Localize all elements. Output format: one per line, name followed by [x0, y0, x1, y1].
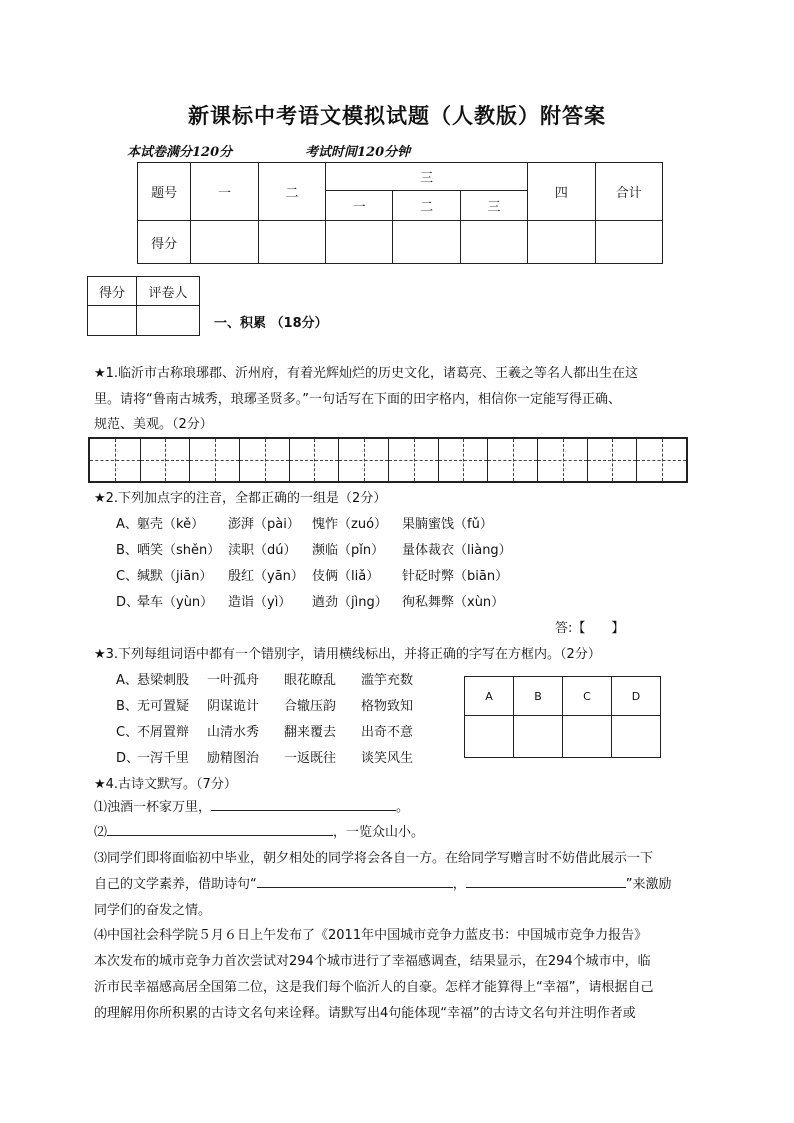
q4-item-4-line: 本次发布的城市竞争力首次尝试对294个城市进行了幸福感调查，结果显示，在294个城市中，临 — [94, 954, 651, 969]
q4-item-4-line: 的理解用你所积累的古诗文名句来诠释。请默写出4句能体现“幸福”的古诗文名句并注明作者或 — [94, 1006, 636, 1021]
tianzige-cell[interactable] — [388, 439, 438, 481]
q2-option-item: 伎俩（liǎ） — [312, 569, 380, 584]
score-cell[interactable] — [595, 221, 662, 264]
q3-option-item: 无可置疑 — [137, 699, 190, 714]
tianzige-guide-line — [265, 439, 266, 481]
q1-text-line: 里。请将“鲁南古城秀，琅琊圣贤多。”一句话写在下面的田字格内，相信你一定能写得正确、 — [94, 392, 621, 407]
tianzige-cell[interactable] — [537, 439, 587, 481]
q2-option-item: 殷红（yān） — [228, 569, 304, 584]
q4-blank-1[interactable] — [211, 796, 396, 811]
score-table-sub-1: 一 — [326, 191, 393, 221]
q2-stem: ★2.下列加点字的注音，全都正确的一组是（2分） — [94, 491, 387, 506]
q3-option-label: D、 — [116, 751, 140, 766]
q3-option-item: 一返既往 — [284, 751, 337, 766]
q4-item-4-line: 沂市民幸福感高居全国第二位，这是我们每个临沂人的自豪。怎样才能算得上“幸福”，请根据自己 — [94, 980, 654, 995]
q3-option-item: 不屑置辩 — [137, 725, 190, 740]
q1-text-line: 规范、美观。（2分） — [94, 417, 213, 432]
q2-option-item: 哂笑（shěn） — [137, 543, 221, 558]
tianzige-cell[interactable] — [239, 439, 289, 481]
q3-answer-box[interactable] — [465, 716, 514, 758]
q2-option-item: 濒临（pǐn） — [312, 543, 385, 558]
q3-option-item: 阴谋诡计 — [207, 699, 260, 714]
tianzige-cell[interactable] — [438, 439, 488, 481]
exam-time-note: 考试时间120分钟 — [305, 145, 411, 160]
q3-option-item: 一叶孤舟 — [207, 673, 260, 688]
tianzige-guide-line — [563, 439, 564, 481]
q3-answer-box[interactable] — [514, 716, 563, 758]
score-table-col-3: 三 — [326, 163, 528, 191]
tianzige-writing-grid[interactable] — [88, 437, 688, 483]
grader-score-cell[interactable] — [88, 306, 137, 336]
q4-blank-3b[interactable] — [466, 873, 626, 888]
tianzige-guide-line — [662, 439, 663, 481]
q3-option-item: 眼花瞭乱 — [284, 673, 337, 688]
q2-option-item: 缄默（jiān） — [137, 569, 213, 584]
q2-option-item: 造诣（yì） — [228, 595, 292, 610]
score-table-col-1: 一 — [191, 163, 258, 221]
tianzige-cell[interactable] — [587, 439, 637, 481]
q3-answer-boxes — [464, 676, 661, 758]
q2-option-item: 晕车（yùn） — [137, 595, 214, 610]
grader-name-cell[interactable] — [137, 306, 200, 336]
section-heading: 一、积累 （18分） — [214, 316, 328, 331]
q3-option-item: 一泻千里 — [137, 751, 190, 766]
q2-option-label: D、 — [116, 595, 140, 610]
q3-box-header: B — [514, 677, 563, 716]
q3-option-item: 滥竽充数 — [361, 673, 414, 688]
q4-blank-2[interactable] — [107, 821, 333, 836]
tianzige-guide-line — [463, 439, 464, 481]
tianzige-cell[interactable] — [189, 439, 239, 481]
score-cell[interactable] — [528, 221, 595, 264]
q1-text-line: ★1.临沂市古称琅琊郡、沂州府，有着光辉灿烂的历史文化，诸葛亮、王羲之等名人都出生在这 — [94, 366, 639, 381]
q3-option-item: 出奇不意 — [361, 725, 414, 740]
q2-option-item: 针砭时弊（biān） — [402, 569, 509, 584]
score-cell[interactable] — [393, 221, 460, 264]
q3-box-header: D — [612, 677, 661, 716]
q2-option-label: A、 — [116, 517, 138, 532]
score-table-sub-3: 三 — [460, 191, 527, 221]
tianzige-guide-line — [414, 439, 415, 481]
q4-item-1 — [94, 796, 409, 815]
q2-option-label: C、 — [116, 569, 139, 584]
q3-stem: ★3.下列每组词语中都有一个错别字，请用横线标出，并将正确的字写在方框内。（2分） — [94, 647, 601, 662]
tianzige-cell[interactable] — [90, 439, 140, 481]
grader-score-label: 得分 — [88, 277, 137, 306]
score-table-total: 合计 — [595, 163, 662, 221]
q3-option-label: C、 — [116, 725, 139, 740]
q3-answer-box[interactable] — [563, 716, 612, 758]
q3-option-item: 山清水秀 — [207, 725, 260, 740]
q2-option-item: 澎湃（pài） — [228, 517, 300, 532]
q4-item-3-sep: ， — [452, 877, 466, 892]
q2-option-label: B、 — [116, 543, 138, 558]
score-table-sub-2: 二 — [393, 191, 460, 221]
q3-option-label: B、 — [116, 699, 138, 714]
q4-item-1-text: ⑴浊酒一杯家万里， — [94, 800, 212, 815]
q3-option-item: 谈笑风生 — [361, 751, 414, 766]
q2-option-item: 徇私舞弊（xùn） — [402, 595, 505, 610]
score-cell[interactable] — [460, 221, 527, 264]
q4-item-1-end: 。 — [396, 800, 410, 815]
q4-item-2 — [94, 821, 424, 840]
score-table — [137, 162, 663, 264]
full-score-note: 本试卷满分120分 — [127, 145, 233, 160]
score-table-col-2: 二 — [258, 163, 325, 221]
score-cell[interactable] — [191, 221, 258, 264]
tianzige-guide-line — [314, 439, 315, 481]
q2-answer-bracket[interactable]: 答:【 】 — [555, 621, 625, 636]
q2-option-item: 果腩蜜饯（fǔ） — [402, 517, 493, 532]
q2-option-item: 躯壳（kě） — [137, 517, 205, 532]
tianzige-guide-line — [115, 439, 116, 481]
tianzige-guide-line — [513, 439, 514, 481]
tianzige-cell[interactable] — [289, 439, 339, 481]
score-table-header-label: 题号 — [138, 163, 191, 221]
tianzige-cell[interactable] — [338, 439, 388, 481]
q3-option-label: A、 — [116, 673, 138, 688]
tianzige-guide-line — [612, 439, 613, 481]
q3-option-item: 翻来覆去 — [284, 725, 337, 740]
q3-option-item: 悬梁刺股 — [137, 673, 190, 688]
score-cell[interactable] — [326, 221, 393, 264]
q3-box-header: A — [465, 677, 514, 716]
q2-option-item: 愧怍（zuó） — [312, 517, 388, 532]
q4-item-3-tail: ”来激励 — [625, 877, 672, 892]
tianzige-cell[interactable] — [487, 439, 537, 481]
q4-blank-3a[interactable] — [257, 873, 453, 888]
q3-box-header: C — [563, 677, 612, 716]
q3-option-item: 励精图治 — [207, 751, 260, 766]
score-cell[interactable] — [258, 221, 325, 264]
q3-option-item: 格物致知 — [361, 699, 414, 714]
q4-item-2-end: ，一览众山小。 — [333, 825, 425, 840]
score-table-col-4: 四 — [528, 163, 595, 221]
q2-option-item: 量体裁衣（liàng） — [402, 543, 512, 558]
q2-option-item: 渎职（dú） — [228, 543, 297, 558]
q4-item-3-text: 自己的文学素养，借助诗句“ — [94, 877, 257, 892]
grader-label: 评卷人 — [137, 277, 200, 306]
page-title: 新课标中考语文模拟试题（人教版）附答案 — [188, 103, 606, 128]
q4-item-4-line: ⑷中国社会科学院５月６日上午发布了《2011年中国城市竞争力蓝皮书：中国城市竞争力报告》 — [94, 928, 648, 943]
tianzige-guide-line — [364, 439, 365, 481]
grader-table — [87, 276, 200, 336]
score-table-score-label: 得分 — [138, 221, 191, 264]
tianzige-guide-line — [165, 439, 166, 481]
tianzige-cell[interactable] — [636, 439, 686, 481]
q4-item-3-line: 同学们的奋发之情。 — [94, 903, 212, 918]
q4-item-3-line: ⑶同学们即将面临初中毕业，朝夕相处的同学将会各自一方。在给同学写赠言时不妨借此展示一下 — [94, 851, 654, 866]
q4-item-3-line — [94, 873, 672, 892]
q4-item-2-text: ⑵ — [94, 825, 108, 840]
q4-stem: ★4.古诗文默写。（7分） — [94, 777, 237, 792]
q3-option-item: 合辙压韵 — [284, 699, 337, 714]
tianzige-guide-line — [215, 439, 216, 481]
tianzige-cell[interactable] — [140, 439, 190, 481]
q2-option-item: 遒劲（jìng） — [312, 595, 388, 610]
q3-answer-box[interactable] — [612, 716, 661, 758]
